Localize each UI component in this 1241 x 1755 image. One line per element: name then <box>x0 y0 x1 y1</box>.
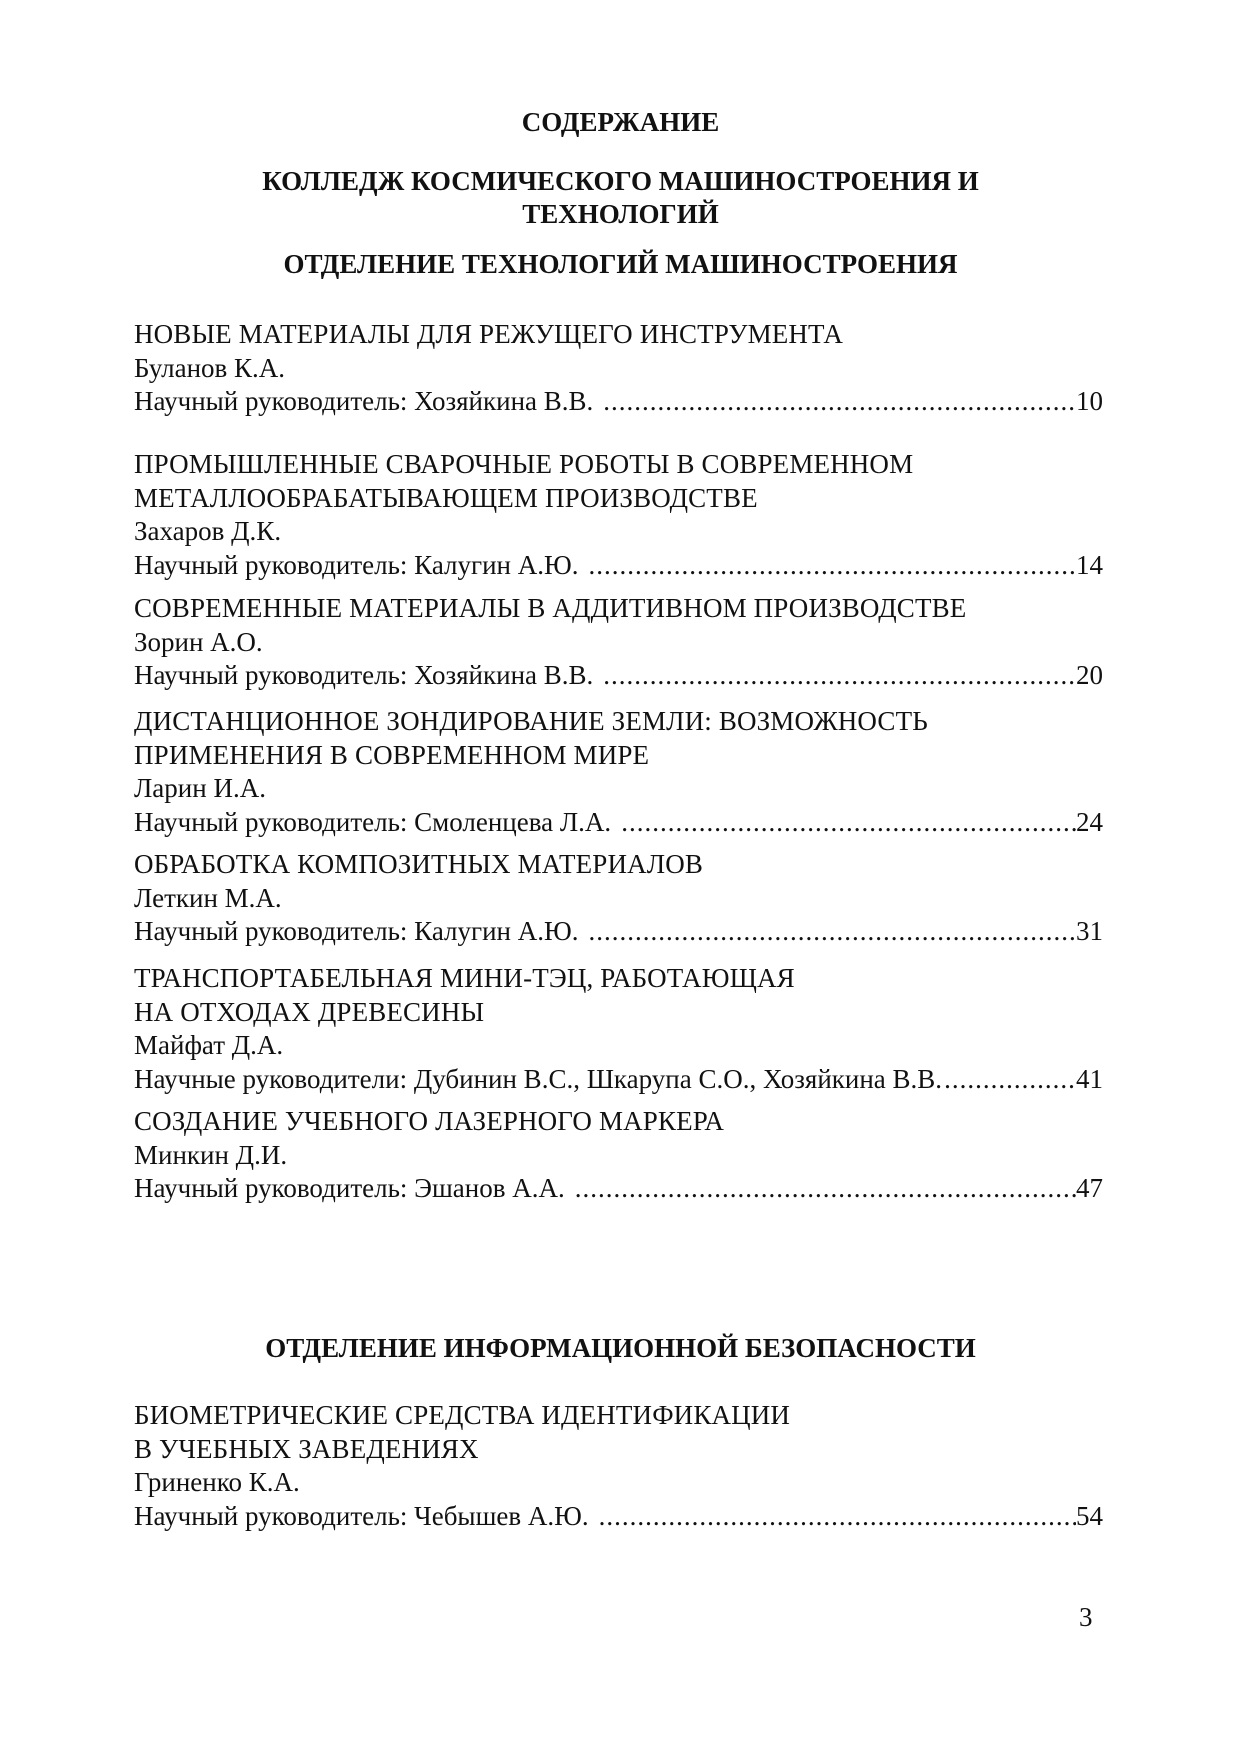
toc-entry[interactable] <box>134 1105 1103 1205</box>
toc-entry[interactable] <box>134 848 1103 962</box>
entry-title: НА ОТХОДАХ ДРЕВЕСИНЫ <box>134 996 485 1027</box>
entry-page-number[interactable]: 47 <box>1076 1173 1103 1203</box>
college-heading <box>0 165 1241 231</box>
entry-title: ОБРАБОТКА КОМПОЗИТНЫХ МАТЕРИАЛОВ <box>134 849 704 879</box>
entry-page-number[interactable]: 41 <box>1076 1063 1103 1094</box>
entry-page-number[interactable]: 10 <box>1076 386 1103 416</box>
entry-author: Гриненко К.А. <box>134 1467 300 1497</box>
entry-title: ПРИМЕНЕНИЯ В СОВРЕМЕННОМ МИРЕ <box>134 739 650 770</box>
section-heading: ОТДЕЛЕНИЕ ИНФОРМАЦИОННОЙ БЕЗОПАСНОСТИ <box>265 1333 976 1363</box>
dot-leader <box>579 915 1077 949</box>
entry-author: Буланов К.А. <box>134 352 286 383</box>
entry-page-number[interactable]: 20 <box>1076 660 1103 690</box>
entry-supervisor-row <box>134 806 1103 840</box>
entry-supervisor: Научный руководитель: Хозяйкина В.В. <box>134 660 594 690</box>
entry-author: Майфат Д.А. <box>134 1030 284 1060</box>
entry-supervisor: Научный руководитель: Калугин А.Ю. <box>134 549 579 580</box>
entry-author: Зорин А.О. <box>134 626 263 657</box>
entry-supervisor: Научные руководители: Дубинин В.С., Шкарупа С.О., Хозяйкина В.В. <box>134 1063 943 1094</box>
college-heading-line: КОЛЛЕДЖ КОСМИЧЕСКОГО МАШИНОСТРОЕНИЯ И <box>262 166 979 196</box>
section-heading: ОТДЕЛЕНИЕ ТЕХНОЛОГИЙ МАШИНОСТРОЕНИЯ <box>283 249 958 279</box>
entry-author: Ларин И.А. <box>134 773 266 803</box>
entry-title: БИОМЕТРИЧЕСКИЕ СРЕДСТВА ИДЕНТИФИКАЦИИ <box>134 1400 791 1430</box>
entry-title: НОВЫЕ МАТЕРИАЛЫ ДЛЯ РЕЖУЩЕГО ИНСТРУМЕНТА <box>134 319 843 349</box>
dot-leader <box>579 549 1077 583</box>
entry-title: СОЗДАНИЕ УЧЕБНОГО ЛАЗЕРНОГО МАРКЕРА <box>134 1106 725 1136</box>
dot-leader <box>589 1500 1076 1534</box>
entry-title: МЕТАЛЛООБРАБАТЫВАЮЩЕМ ПРОИЗВОДСТВЕ <box>134 482 758 513</box>
entry-author: Минкин Д.И. <box>134 1139 288 1170</box>
page-number: 3 <box>1079 1602 1093 1632</box>
entry-title: ПРОМЫШЛЕННЫЕ СВАРОЧНЫЕ РОБОТЫ В СОВРЕМЕННОМ <box>134 449 914 479</box>
entry-title: В УЧЕБНЫХ ЗАВЕДЕНИЯХ <box>134 1433 479 1464</box>
toc-entry[interactable] <box>134 705 1103 848</box>
entry-page-number[interactable]: 54 <box>1076 1500 1103 1531</box>
toc-entry[interactable] <box>134 318 1103 448</box>
contents-heading: СОДЕРЖАНИЕ <box>521 107 720 137</box>
entry-supervisor: Научный руководитель: Смоленцева Л.А. <box>134 806 612 837</box>
dot-leader <box>593 385 1076 419</box>
entry-supervisor: Научный руководитель: Чебышев А.Ю. <box>134 1500 589 1531</box>
entry-page-number[interactable]: 14 <box>1076 549 1103 580</box>
college-heading-line: ТЕХНОЛОГИЙ <box>522 199 719 229</box>
entry-author: Захаров Д.К. <box>134 516 282 546</box>
entry-supervisor-row <box>134 1500 1103 1534</box>
toc-entry[interactable] <box>134 592 1103 705</box>
toc-entry[interactable] <box>134 962 1103 1105</box>
entry-title: ТРАНСПОРТАБЕЛЬНАЯ МИНИ-ТЭЦ, РАБОТАЮЩАЯ <box>134 963 795 993</box>
toc-section-infosec <box>134 1399 1103 1539</box>
entry-supervisor: Научный руководитель: Эшанов А.А. <box>134 1173 565 1203</box>
toc-entry[interactable] <box>134 448 1103 592</box>
entry-supervisor-row <box>134 549 1103 583</box>
entry-author: Леткин М.А. <box>134 882 282 913</box>
toc-section-technology <box>134 318 1103 1205</box>
entry-supervisor: Научный руководитель: Калугин А.Ю. <box>134 916 579 946</box>
entry-title: ДИСТАНЦИОННОЕ ЗОНДИРОВАНИЕ ЗЕМЛИ: ВОЗМОЖНОСТЬ <box>134 706 928 736</box>
dot-leader <box>565 1172 1076 1206</box>
entry-title: СОВРЕМЕННЫЕ МАТЕРИАЛЫ В АДДИТИВНОМ ПРОИЗВОДСТВЕ <box>134 593 967 623</box>
dot-leader <box>611 806 1076 840</box>
entry-supervisor-row <box>134 659 1103 693</box>
entry-supervisor-row <box>134 915 1103 949</box>
entry-supervisor: Научный руководитель: Хозяйкина В.В. <box>134 386 594 416</box>
dot-leader <box>942 1063 1076 1097</box>
entry-supervisor-row <box>134 1063 1103 1097</box>
entry-page-number[interactable]: 24 <box>1076 806 1103 837</box>
dot-leader <box>593 659 1076 693</box>
entry-page-number[interactable]: 31 <box>1076 916 1103 946</box>
toc-entry[interactable] <box>134 1399 1103 1539</box>
entry-supervisor-row <box>134 385 1103 419</box>
entry-supervisor-row <box>134 1172 1103 1206</box>
